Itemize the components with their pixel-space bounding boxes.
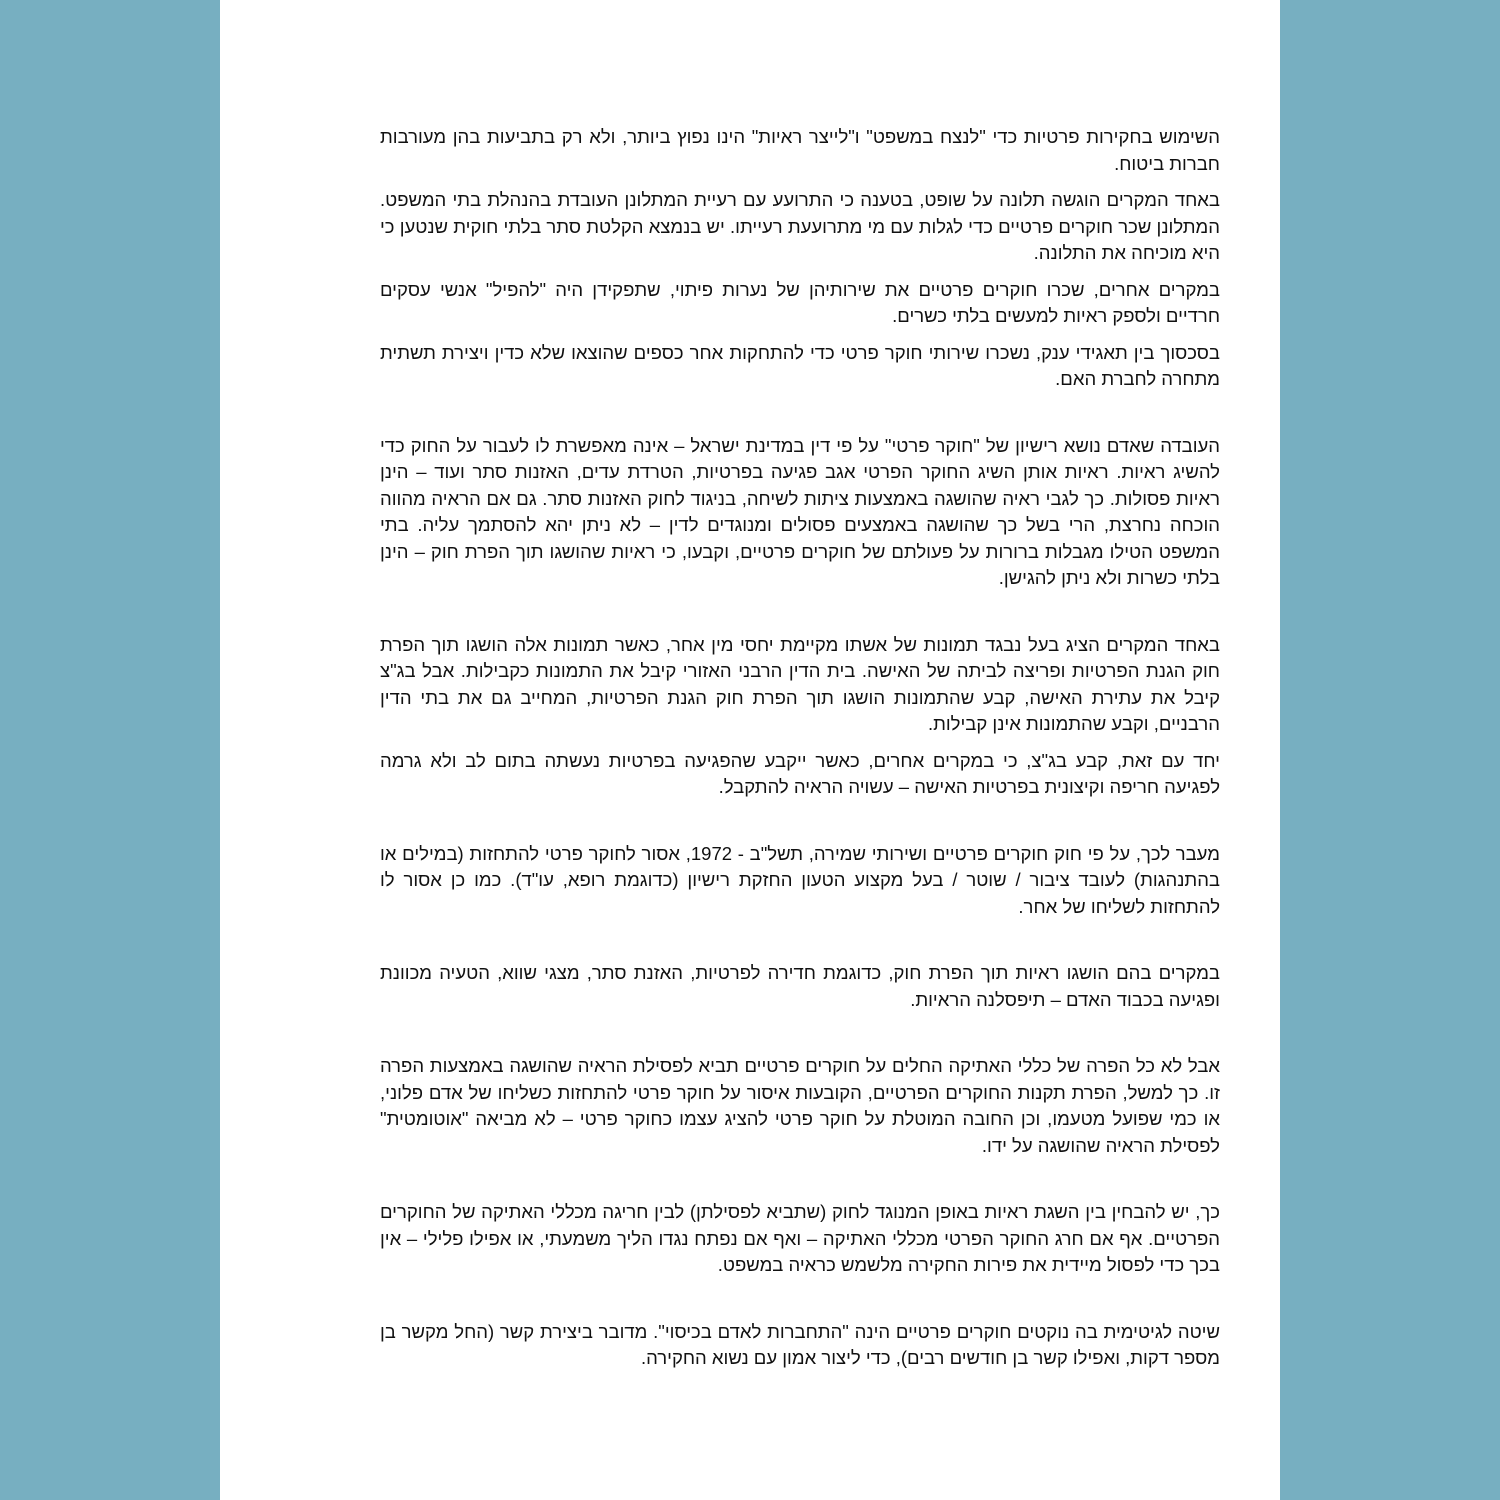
paragraph-1: השימוש בחקירות פרטיות כדי "לנצח במשפט" ו"לייצר ראיות" הינו נפוץ ביותר, ולא רק בתביעות בהן מעורבות חברות ביטוח. — [380, 126, 1220, 174]
paragraph-8: מעבר לכך, על פי חוק חוקרים פרטיים ושירותי שמירה, תשל"ב - 1972, אסור לחוקר פרטי להתחזות (במילים או בהתנהגות) לעובד ציבור / שוטר / בעל מקצוע הטעון החזקת רישיון (כדוגמת רופא, עו"ד). כמו כן אסור לו להתחזות לשליחו של אחר. — [380, 842, 1220, 917]
paragraph-5: העובדה שאדם נושא רישיון של "חוקר פרטי" על פי דין במדינת ישראל – אינה מאפשרת לו לעבור על החוק כדי להשיג ראיות. ראיות אותן השיג החוקר הפרטי אגב פגיעה בפרטיות, הטרדת עדים, האזנות סתר ועוד – הינן ראיות פסולות. כך לגבי ראיה שהושגה באמצעות ציתות לשיחה, בניגוד לחוק האזנות סתר. גם אם הראיה מהווה הוכחה נחרצת, הרי בשל כך שהושגה באמצעים פסולים ומנוגדים לדין – לא ניתן יהא להסתמך עליה. בתי המשפט הטילו מגבלות ברורות על פעולתם של חוקרים פרטיים, וקבעו, כי ראיות שהושגו תוך הפרת חוק – הינן בלתי כשרות ולא ניתן להגישן. — [380, 434, 1220, 588]
paragraph-6: באחד המקרים הציג בעל נבגד תמונות של אשתו מקיימת יחסי מין אחר, כאשר תמונות אלה הושגו תוך הפרת חוק הגנת הפרטיות ופריצה לביתה של האישה. בית הדין הרבני האזורי קיבל את התמונות כקבילות. אבל בג"צ קיבל את עתירת האישה, קבע שהתמונות הושגו תוך הפרת חוק הגנת הפרטיות, המחייב גם את בתי הדין הרבניים, וקבע שהתמונות אינן קבילות. — [380, 633, 1220, 734]
paragraph-3: במקרים אחרים, שכרו חוקרים פרטיים את שירותיהן של נערות פיתוי, שתפקידן היה "להפיל" אנשי עסקים חרדיים ולספק ראיות למעשים בלתי כשרים. — [380, 278, 1220, 326]
paragraph-7: יחד עם זאת, קבע בג"צ, כי במקרים אחרים, כאשר ייקבע שהפגיעה בפרטיות נעשתה בתום לב ולא גרמה לפגיעה חריפה וקיצונית בפרטיות האישה – עשויה הראיה להתקבל. — [380, 749, 1220, 797]
document-page — [220, 0, 1280, 1500]
paragraph-2: באחד המקרים הוגשה תלונה על שופט, בטענה כי התרועע עם רעיית המתלונן העובדת בהנהלת בתי המשפט. המתלונן שכר חוקרים פרטיים כדי לגלות עם מי מתרועעת רעייתו. יש בנמצא הקלטת סתר בלתי חוקית שנטען כי היא מוכיחה את התלונה. — [380, 189, 1220, 263]
document-body — [380, 124, 1220, 1372]
paragraph-10: אבל לא כל הפרה של כללי האתיקה החלים על חוקרים פרטיים תביא לפסילת הראיה שהושגה באמצעות הפרה זו. כך למשל, הפרת תקנות החוקרים הפרטיים, הקובעות איסור על חוקר פרטי להתחזות כשליחו של אדם פלוני, או כמי שפועל מטעמו, וכן החובה המוטלת על חוקר פרטי להציג עצמו כחוקר פרטי – לא מביאה "אוטומטית" לפסילת הראיה שהושגה על ידו. — [380, 1055, 1220, 1156]
paragraph-12: שיטה לגיטימית בה נוקטים חוקרים פרטיים הינה "התחברות לאדם בכיסוי". מדובר ביצירת קשר (החל מקשר בן מספר דקות, ואפילו קשר בן חודשים רבים), כדי ליצור אמון עם נשוא החקירה. — [380, 1320, 1220, 1368]
paragraph-11: כך, יש להבחין בין השגת ראיות באופן המנוגד לחוק (שתביא לפסילתן) לבין חריגה מכללי האתיקה של החוקרים הפרטיים. אף אם חרג החוקר הפרטי מכללי האתיקה – ואף אם נפתח נגדו הליך משמעתי, או אפילו פלילי – אין בכך כדי לפסול מיידית את פירות החקירה מלשמש כראיה במשפט. — [380, 1201, 1220, 1275]
paragraph-4: בסכסוך בין תאגידי ענק, נשכרו שירותי חוקר פרטי כדי להתחקות אחר כספים שהוצאו שלא כדין ויצירת תשתית מתחרה לחברת האם. — [380, 341, 1220, 389]
paragraph-9: במקרים בהם הושגו ראיות תוך הפרת חוק, כדוגמת חדירה לפרטיות, האזנת סתר, מצגי שווא, הטעיה מכוונת ופגיעה בכבוד האדם – תיפסלנה הראיות. — [380, 962, 1220, 1010]
